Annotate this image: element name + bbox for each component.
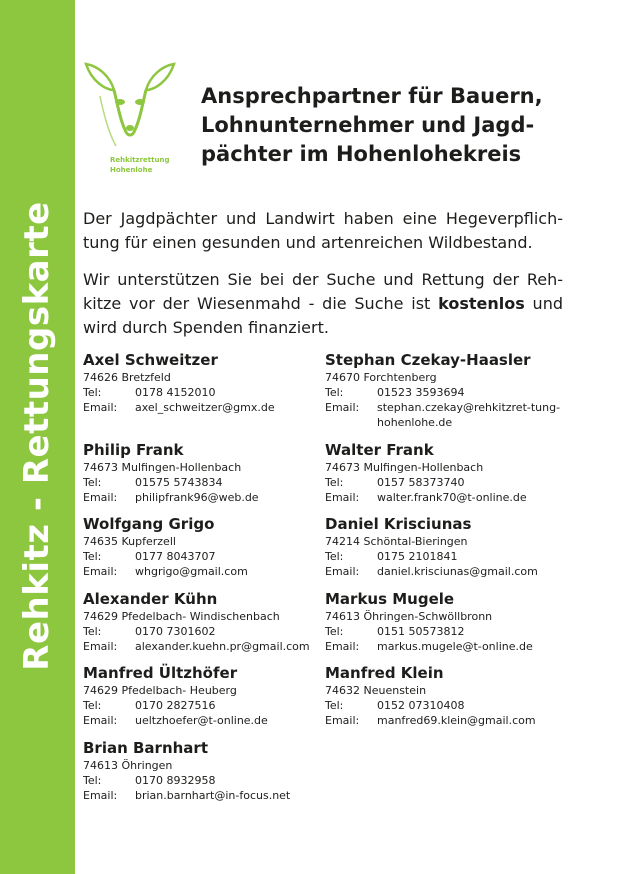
contact-address: 74626 Bretzfeld — [83, 371, 171, 384]
contact-tel[interactable]: 0178 4152010 — [135, 386, 216, 399]
contact-address: 74629 Pfedelbach- Windischenbach — [83, 610, 280, 623]
contact-card — [83, 440, 323, 505]
contact-card — [325, 350, 565, 430]
contact-card — [325, 440, 565, 505]
contact-email-row — [83, 490, 323, 505]
contact-tel[interactable]: 0152 07310408 — [377, 699, 465, 712]
contact-email-row — [83, 639, 323, 654]
headline-line2: Lohnunternehmer und Jagd- — [201, 113, 535, 137]
contact-email[interactable]: daniel.krisciunas@gmail.com — [377, 565, 538, 578]
email-label: Email: — [83, 401, 118, 414]
tel-label: Tel: — [83, 386, 102, 399]
email-label: Email: — [325, 640, 360, 653]
tel-label: Tel: — [83, 699, 102, 712]
contact-tel[interactable]: 01523 3593694 — [377, 386, 465, 399]
contact-card — [83, 514, 323, 579]
contact-name: Markus Mugele — [325, 590, 455, 608]
contact-tel-row — [325, 624, 565, 639]
contact-tel[interactable]: 0157 58373740 — [377, 476, 465, 489]
headline-line3: pächter im Hohenlohekreis — [201, 142, 522, 166]
contact-tel-row — [325, 698, 565, 713]
email-label: Email: — [83, 789, 118, 802]
contact-tel-row — [325, 475, 565, 490]
contact-card — [83, 589, 323, 654]
contact-name: Axel Schweitzer — [83, 351, 218, 369]
contact-tel[interactable]: 0170 7301602 — [135, 625, 216, 638]
tel-label: Tel: — [325, 476, 344, 489]
contact-name: Daniel Krisciunas — [325, 515, 472, 533]
email-label: Email: — [83, 640, 118, 653]
tel-label: Tel: — [83, 625, 102, 638]
contact-tel-row — [83, 475, 323, 490]
contact-tel-row — [325, 385, 565, 400]
contact-email-row — [325, 713, 565, 728]
contact-email-row — [83, 713, 323, 728]
logo-text-line1: Rehkitzrettung — [110, 156, 170, 164]
sidebar — [0, 0, 75, 874]
contact-email-row — [83, 564, 323, 579]
contact-card — [83, 738, 323, 803]
contact-email-row — [325, 639, 565, 654]
intro-p2-text: Wir unterstützen Sie bei der Suche und Rettung der Reh-kitze vor der Wiesenmahd - die Suche ist — [83, 270, 563, 313]
tel-label: Tel: — [325, 699, 344, 712]
contact-address: 74673 Mulfingen-Hollenbach — [83, 461, 242, 474]
email-label: Email: — [83, 491, 118, 504]
contact-card — [83, 350, 323, 415]
contact-tel-row — [83, 549, 323, 564]
intro-paragraph-2 — [83, 268, 563, 340]
contact-tel[interactable]: 0177 8043707 — [135, 550, 216, 563]
tel-label: Tel: — [325, 386, 344, 399]
contact-tel[interactable]: 0170 2827516 — [135, 699, 216, 712]
headline — [201, 82, 601, 169]
contact-name: Walter Frank — [325, 441, 434, 459]
contact-address: 74214 Schöntal-Bieringen — [325, 535, 468, 548]
contact-name: Brian Barnhart — [83, 739, 208, 757]
contact-email-row — [83, 788, 323, 803]
contact-name: Manfred Klein — [325, 664, 444, 682]
sidebar-title: Rehkitz - Rettungskarte — [17, 201, 57, 671]
contact-card — [325, 663, 565, 728]
tel-label: Tel: — [83, 550, 102, 563]
email-label: Email: — [325, 714, 360, 727]
tel-label: Tel: — [325, 625, 344, 638]
contact-email-row — [325, 400, 565, 430]
contact-name: Manfred Ültzhöfer — [83, 664, 238, 682]
contact-address: 74613 Öhringen — [83, 759, 173, 772]
contact-address: 74613 Öhringen-Schwöllbronn — [325, 610, 493, 623]
contact-card — [325, 514, 565, 579]
email-label: Email: — [325, 565, 360, 578]
email-label: Email: — [325, 401, 360, 414]
tel-label: Tel: — [83, 774, 102, 787]
contact-email[interactable]: ueltzhoefer@t-online.de — [135, 714, 268, 727]
contact-address: 74673 Mulfingen-Hollenbach — [325, 461, 484, 474]
headline-line1: Ansprechpartner für Bauern, — [201, 84, 543, 108]
contact-name: Philip Frank — [83, 441, 184, 459]
contact-card — [325, 589, 565, 654]
contact-tel-row — [83, 773, 323, 788]
contact-card — [83, 663, 323, 728]
contact-email-row — [83, 400, 323, 415]
contact-tel-row — [83, 385, 323, 400]
tel-label: Tel: — [325, 550, 344, 563]
contact-tel-row — [325, 549, 565, 564]
contact-tel[interactable]: 0151 50573812 — [377, 625, 465, 638]
contact-email[interactable]: stephan.czekay@rehkitzret-tung-hohenlohe.de — [377, 401, 561, 429]
contact-email[interactable]: manfred69.klein@gmail.com — [377, 714, 536, 727]
contact-email[interactable]: whgrigo@gmail.com — [135, 565, 248, 578]
contact-tel[interactable]: 0170 8932958 — [135, 774, 216, 787]
contact-tel-row — [83, 624, 323, 639]
contact-email-row — [325, 490, 565, 505]
contact-email-row — [325, 564, 565, 579]
email-label: Email: — [83, 565, 118, 578]
email-label: Email: — [325, 491, 360, 504]
contact-email[interactable]: brian.barnhart@in-focus.net — [135, 789, 291, 802]
contact-name: Alexander Kühn — [83, 590, 218, 608]
contact-email[interactable]: alexander.kuehn.pr@gmail.com — [135, 640, 310, 653]
intro-paragraph-1: Der Jagdpächter und Landwirt haben eine Hegeverpflich-tung für einen gesunden und artenreichen Wildbestand. — [83, 209, 563, 252]
contact-name: Wolfgang Grigo — [83, 515, 215, 533]
contact-address: 74635 Kupferzell — [83, 535, 176, 548]
contact-email[interactable]: markus.mugele@t-online.de — [377, 640, 533, 653]
contact-address: 74670 Forchtenberg — [325, 371, 437, 384]
logo-text-line2: Hohenlohe — [110, 166, 153, 174]
contact-address: 74629 Pfedelbach- Heuberg — [83, 684, 237, 697]
contact-address: 74632 Neuenstein — [325, 684, 427, 697]
intro-p2-end: und wird durch Spenden finanziert. — [83, 294, 563, 337]
contact-email[interactable]: walter.frank70@t-online.de — [377, 491, 527, 504]
tel-label: Tel: — [83, 476, 102, 489]
contact-tel[interactable]: 0175 2101841 — [377, 550, 458, 563]
contact-email[interactable]: axel_schweitzer@gmx.de — [135, 401, 275, 414]
contact-name: Stephan Czekay-Haasler — [325, 351, 531, 369]
intro-p2-bold: kostenlos — [438, 294, 525, 313]
contact-email[interactable]: philipfrank96@web.de — [135, 491, 259, 504]
contact-tel[interactable]: 01575 5743834 — [135, 476, 223, 489]
contact-tel-row — [83, 698, 323, 713]
email-label: Email: — [83, 714, 118, 727]
